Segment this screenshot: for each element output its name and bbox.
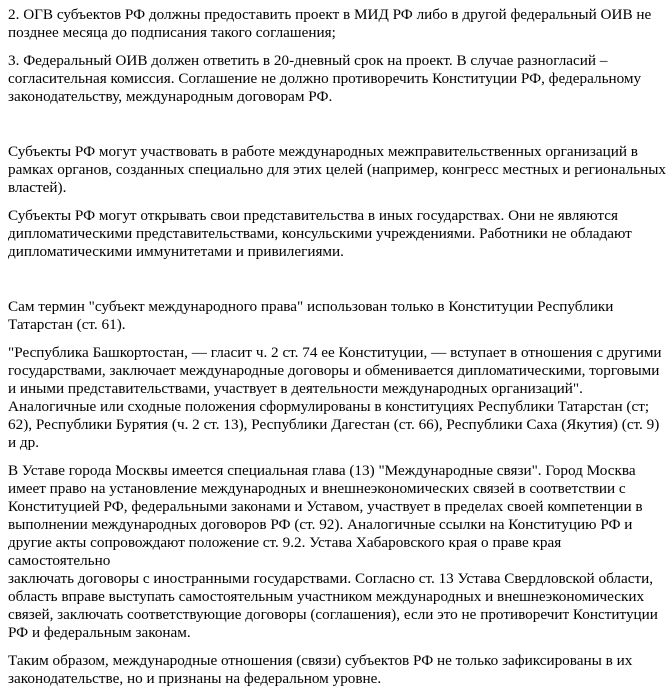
paragraph-federal-response: 3. Федеральный ОИВ должен ответить в 20-дневный срок на проект. В случае разногласий – согласительная комиссия. Соглашение не должно противоречить Конституции РФ, федеральному законодательству, международным договорам РФ. [8, 52, 642, 105]
paragraph-bashkortostan-quote: "Республика Башкортостан, — гласит ч. 2 ст. 74 ее Конституции, — вступает в отношения с другими государствами, заключает международные договоры и обменивается дипломатическими, торговыми и иными представительствами, участвует в деятельности международных организаций". Аналогичные или сходные положения сформулированы в конституциях Республики Татарстан (ст; 62), Республики Бурятия (ч. 2 ст. 13), Республики Дагестан (ст. 66), Республики Саха (Якутия) (ст. 9) и др. [8, 344, 662, 451]
paragraph-representations: Субъекты РФ могут открывать свои представительства в иных государствах. Они не являются дипломатическими представительствами, консульскими учреждениями. Работники не обладают дипломатическими иммунитетами и привилегиями. [8, 207, 632, 260]
paragraph-international-organizations: Субъекты РФ могут участвовать в работе международных межправительственных организаций в рамках органов, созданных специально для этих целей (например, конгресс местных и региональных властей). [8, 143, 667, 196]
paragraph-conclusion: Таким образом, международные отношения (связи) субъектов РФ не только зафиксированы в их законодательстве, но и признаны на федеральном уровне. [8, 652, 633, 687]
paragraph-ogv-project-deadline: 2. ОГВ субъектов РФ должны предоставить проект в МИД РФ либо в другой федеральный ОИВ не позднее месяца до подписания такого соглашения; [8, 6, 652, 41]
paragraph-moscow-charter: В Уставе города Москвы имеется специальная глава (13) "Международные связи". Город Москва имеет право на установление международных и внешнеэкономических связей в соответствии с Конституцией РФ, федеральными законами и Уставом, участвует в пределах своей компетенции в выполнении международных договоров РФ (ст. 92). Аналогичные ссылки на Конституцию РФ и другие акты сопровождают положение ст. 9.2. Устава Хабаровского края о праве края самостоятельно заключать договоры с иностранными государствами. Согласно ст. 13 Устава Свердловской области, область вправе выступать самостоятельным участником международных и внешнеэкономических связей, заключать соответствующие договоры (соглашения), если это не противоречит Конституции РФ и федеральным законам. [8, 462, 658, 641]
section-gap [8, 271, 667, 298]
section-gap [8, 116, 667, 143]
paragraph-subject-term: Сам термин "субъект международного права" использован только в Конституции Республики Татарстан (ст. 61). [8, 298, 614, 333]
